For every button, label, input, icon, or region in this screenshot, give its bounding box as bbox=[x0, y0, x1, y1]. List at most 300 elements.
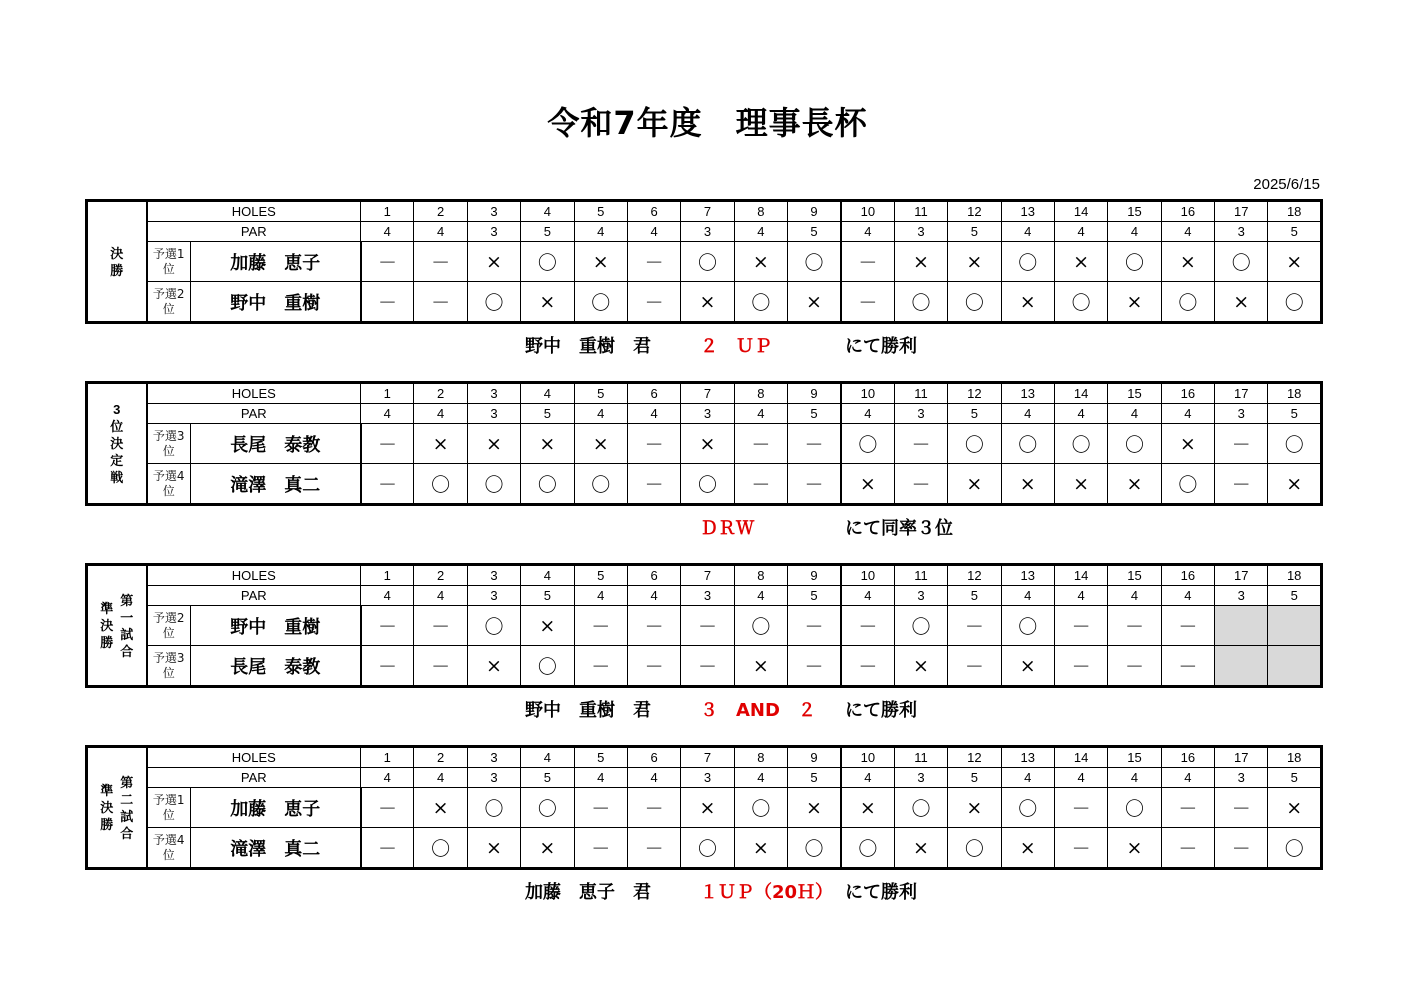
hole-number: 11 bbox=[894, 201, 947, 222]
hole-result: 〇 bbox=[788, 242, 841, 282]
par-row bbox=[87, 586, 1322, 606]
par-value: 4 bbox=[734, 586, 787, 606]
hole-number: 7 bbox=[681, 747, 734, 768]
par-value: 4 bbox=[1161, 222, 1214, 242]
round-label bbox=[87, 565, 147, 687]
scorecard-table bbox=[85, 745, 1323, 870]
par-value: 5 bbox=[948, 586, 1001, 606]
hole-number: 16 bbox=[1161, 747, 1214, 768]
par-value: 5 bbox=[1268, 404, 1322, 424]
round-label-line: 準決勝 bbox=[100, 601, 114, 650]
holes-row bbox=[87, 747, 1322, 768]
hole-number: 7 bbox=[681, 383, 734, 404]
hole-result: － bbox=[414, 606, 467, 646]
player-row bbox=[87, 464, 1322, 505]
par-value: 5 bbox=[1268, 222, 1322, 242]
hole-number: 12 bbox=[948, 383, 1001, 404]
hole-result: － bbox=[1108, 646, 1161, 687]
hole-number: 18 bbox=[1268, 201, 1322, 222]
par-value: 4 bbox=[1108, 222, 1161, 242]
hole-number: 9 bbox=[788, 201, 841, 222]
par-value: 3 bbox=[894, 404, 947, 424]
hole-result: × bbox=[521, 828, 574, 869]
hole-result: － bbox=[361, 828, 414, 869]
par-value: 4 bbox=[1108, 586, 1161, 606]
par-value: 5 bbox=[521, 222, 574, 242]
hole-number: 6 bbox=[627, 383, 680, 404]
hole-number: 5 bbox=[574, 565, 627, 586]
hole-result: 〇 bbox=[467, 788, 520, 828]
hole-number: 2 bbox=[414, 383, 467, 404]
hole-result: 〇 bbox=[1108, 788, 1161, 828]
hole-result: 〇 bbox=[788, 828, 841, 869]
round-label-line: 第二試合 bbox=[120, 774, 134, 841]
hole-result: － bbox=[627, 606, 680, 646]
par-value: 5 bbox=[948, 768, 1001, 788]
match-outcome: にて勝利 bbox=[845, 700, 917, 721]
par-value: 4 bbox=[574, 768, 627, 788]
hole-result: － bbox=[948, 606, 1001, 646]
hole-number: 12 bbox=[948, 201, 1001, 222]
hole-result: － bbox=[1215, 788, 1268, 828]
par-value: 4 bbox=[841, 768, 894, 788]
hole-result: 〇 bbox=[1001, 242, 1054, 282]
hole-number: 13 bbox=[1001, 565, 1054, 586]
par-value: 3 bbox=[681, 404, 734, 424]
round-label bbox=[87, 201, 147, 323]
par-value: 4 bbox=[414, 768, 467, 788]
hole-number: 1 bbox=[361, 201, 414, 222]
par-value: 3 bbox=[1215, 404, 1268, 424]
hole-result: － bbox=[841, 282, 894, 323]
hole-number: 8 bbox=[734, 565, 787, 586]
seed-label: 予選1位 bbox=[147, 788, 191, 828]
player-row bbox=[87, 828, 1322, 869]
hole-number: 17 bbox=[1215, 201, 1268, 222]
hole-result: × bbox=[734, 646, 787, 687]
par-value: 4 bbox=[1001, 586, 1054, 606]
hole-result: × bbox=[414, 788, 467, 828]
hole-result: 〇 bbox=[1108, 242, 1161, 282]
seed-label: 予選2位 bbox=[147, 282, 191, 323]
holes-row bbox=[87, 383, 1322, 404]
match-score: １ＵＰ（20Ｈ） bbox=[700, 882, 834, 903]
hole-result: － bbox=[788, 424, 841, 464]
hole-result: × bbox=[1054, 242, 1107, 282]
hole-result: － bbox=[627, 242, 680, 282]
hole-result: 〇 bbox=[1001, 606, 1054, 646]
par-value: 3 bbox=[894, 586, 947, 606]
hole-result: － bbox=[627, 788, 680, 828]
hole-result: 〇 bbox=[1161, 464, 1214, 505]
hole-result: × bbox=[1001, 646, 1054, 687]
par-value: 5 bbox=[1268, 586, 1322, 606]
hole-result: × bbox=[788, 282, 841, 323]
hole-number: 14 bbox=[1054, 565, 1107, 586]
hole-number: 2 bbox=[414, 201, 467, 222]
hole-result: 〇 bbox=[1215, 242, 1268, 282]
player-name: 加藤 恵子 bbox=[191, 788, 361, 828]
hole-result: － bbox=[681, 646, 734, 687]
hole-result: × bbox=[681, 424, 734, 464]
hole-result: × bbox=[894, 646, 947, 687]
hole-result: 〇 bbox=[1108, 424, 1161, 464]
hole-result: － bbox=[574, 646, 627, 687]
par-value: 4 bbox=[627, 768, 680, 788]
hole-result bbox=[1215, 606, 1268, 646]
par-value: 5 bbox=[788, 222, 841, 242]
player-name: 滝澤 真二 bbox=[191, 464, 361, 505]
hole-result: 〇 bbox=[521, 646, 574, 687]
hole-number: 8 bbox=[734, 747, 787, 768]
par-value: 4 bbox=[627, 404, 680, 424]
hole-result: × bbox=[1268, 242, 1322, 282]
hole-result: － bbox=[841, 606, 894, 646]
match-result bbox=[85, 692, 1323, 722]
hole-result: × bbox=[948, 242, 1001, 282]
hole-result: 〇 bbox=[1001, 788, 1054, 828]
hole-result: × bbox=[894, 828, 947, 869]
hole-number: 10 bbox=[841, 565, 894, 586]
match-outcome: にて同率３位 bbox=[845, 518, 953, 539]
hole-result: 〇 bbox=[1268, 282, 1322, 323]
hole-result: 〇 bbox=[1161, 282, 1214, 323]
winner-name: 野中 重樹 君 bbox=[525, 336, 651, 357]
hole-result: × bbox=[948, 788, 1001, 828]
par-value: 5 bbox=[948, 222, 1001, 242]
par-value: 4 bbox=[1001, 404, 1054, 424]
hole-result: － bbox=[574, 828, 627, 869]
hole-result: － bbox=[574, 788, 627, 828]
hole-number: 3 bbox=[467, 383, 520, 404]
hole-number: 5 bbox=[574, 747, 627, 768]
round-label-text bbox=[99, 774, 135, 842]
hole-result: 〇 bbox=[1054, 424, 1107, 464]
hole-result: × bbox=[948, 464, 1001, 505]
hole-result: 〇 bbox=[734, 606, 787, 646]
hole-result: × bbox=[1268, 464, 1322, 505]
hole-result: － bbox=[574, 606, 627, 646]
player-row bbox=[87, 242, 1322, 282]
hole-result: 〇 bbox=[467, 606, 520, 646]
hole-result: 〇 bbox=[1001, 424, 1054, 464]
match-score: ３ AND ２ bbox=[700, 700, 816, 721]
hole-result: 〇 bbox=[414, 464, 467, 505]
par-value: 4 bbox=[1161, 768, 1214, 788]
player-name: 長尾 泰教 bbox=[191, 424, 361, 464]
match-result bbox=[85, 874, 1323, 904]
hole-number: 5 bbox=[574, 383, 627, 404]
hole-result: × bbox=[788, 788, 841, 828]
hole-result: － bbox=[361, 606, 414, 646]
hole-result: 〇 bbox=[574, 282, 627, 323]
hole-number: 1 bbox=[361, 383, 414, 404]
holes-label: HOLES bbox=[147, 747, 361, 768]
hole-result: － bbox=[948, 646, 1001, 687]
match-block bbox=[85, 381, 1323, 540]
par-value: 4 bbox=[574, 404, 627, 424]
hole-result: － bbox=[627, 828, 680, 869]
hole-number: 5 bbox=[574, 201, 627, 222]
hole-result: × bbox=[841, 788, 894, 828]
player-name: 野中 重樹 bbox=[191, 606, 361, 646]
par-value: 4 bbox=[1001, 768, 1054, 788]
hole-number: 4 bbox=[521, 565, 574, 586]
hole-result: － bbox=[627, 424, 680, 464]
hole-result: × bbox=[1108, 828, 1161, 869]
round-label-line: 3位決定戦 bbox=[110, 402, 124, 485]
hole-result bbox=[1268, 606, 1322, 646]
hole-result: － bbox=[1161, 788, 1214, 828]
hole-number: 11 bbox=[894, 565, 947, 586]
hole-result: × bbox=[467, 424, 520, 464]
hole-number: 4 bbox=[521, 747, 574, 768]
hole-number: 7 bbox=[681, 565, 734, 586]
hole-number: 10 bbox=[841, 747, 894, 768]
hole-result: × bbox=[467, 242, 520, 282]
hole-result: × bbox=[574, 242, 627, 282]
par-value: 3 bbox=[467, 404, 520, 424]
holes-label: HOLES bbox=[147, 383, 361, 404]
par-value: 3 bbox=[467, 768, 520, 788]
par-value: 3 bbox=[681, 222, 734, 242]
par-value: 4 bbox=[841, 404, 894, 424]
hole-result: × bbox=[521, 606, 574, 646]
hole-result: 〇 bbox=[467, 282, 520, 323]
hole-number: 9 bbox=[788, 747, 841, 768]
hole-result: － bbox=[734, 464, 787, 505]
par-value: 3 bbox=[894, 222, 947, 242]
hole-number: 4 bbox=[521, 201, 574, 222]
hole-number: 15 bbox=[1108, 565, 1161, 586]
hole-result: － bbox=[414, 282, 467, 323]
seed-label: 予選1位 bbox=[147, 242, 191, 282]
hole-result: － bbox=[1215, 828, 1268, 869]
holes-label: HOLES bbox=[147, 565, 361, 586]
hole-result: × bbox=[1268, 788, 1322, 828]
par-value: 5 bbox=[788, 586, 841, 606]
hole-result: × bbox=[1215, 282, 1268, 323]
holes-row bbox=[87, 565, 1322, 586]
hole-result: － bbox=[1054, 828, 1107, 869]
par-row bbox=[87, 768, 1322, 788]
hole-number: 7 bbox=[681, 201, 734, 222]
hole-number: 18 bbox=[1268, 565, 1322, 586]
par-value: 4 bbox=[627, 586, 680, 606]
par-row bbox=[87, 404, 1322, 424]
match-score: ＤＲＷ bbox=[700, 518, 754, 539]
hole-number: 6 bbox=[627, 747, 680, 768]
hole-result: 〇 bbox=[574, 464, 627, 505]
hole-number: 9 bbox=[788, 565, 841, 586]
round-label-line: 第一試合 bbox=[120, 592, 134, 659]
par-value: 4 bbox=[841, 586, 894, 606]
hole-result: 〇 bbox=[948, 828, 1001, 869]
hole-result: － bbox=[361, 424, 414, 464]
hole-result: 〇 bbox=[467, 464, 520, 505]
par-value: 4 bbox=[1161, 404, 1214, 424]
hole-result: 〇 bbox=[1054, 282, 1107, 323]
hole-number: 17 bbox=[1215, 565, 1268, 586]
hole-result: － bbox=[788, 606, 841, 646]
par-value: 4 bbox=[414, 222, 467, 242]
hole-result: 〇 bbox=[414, 828, 467, 869]
hole-result: 〇 bbox=[894, 788, 947, 828]
hole-result: － bbox=[1108, 606, 1161, 646]
match-outcome: にて勝利 bbox=[845, 882, 917, 903]
hole-result: － bbox=[1161, 606, 1214, 646]
hole-result: － bbox=[681, 606, 734, 646]
hole-number: 9 bbox=[788, 383, 841, 404]
hole-result: 〇 bbox=[521, 242, 574, 282]
hole-result: × bbox=[414, 424, 467, 464]
par-value: 5 bbox=[521, 404, 574, 424]
hole-result: 〇 bbox=[894, 282, 947, 323]
hole-result: － bbox=[788, 464, 841, 505]
hole-result: × bbox=[1001, 282, 1054, 323]
par-value: 4 bbox=[361, 222, 414, 242]
seed-label: 予選4位 bbox=[147, 828, 191, 869]
hole-result: × bbox=[841, 464, 894, 505]
hole-number: 16 bbox=[1161, 383, 1214, 404]
hole-result: － bbox=[1054, 646, 1107, 687]
hole-number: 14 bbox=[1054, 201, 1107, 222]
hole-result: － bbox=[894, 464, 947, 505]
hole-result: × bbox=[1161, 242, 1214, 282]
par-value: 4 bbox=[734, 768, 787, 788]
par-value: 4 bbox=[361, 586, 414, 606]
hole-result: 〇 bbox=[681, 464, 734, 505]
hole-result: × bbox=[1161, 424, 1214, 464]
hole-number: 15 bbox=[1108, 383, 1161, 404]
par-value: 5 bbox=[788, 768, 841, 788]
hole-result: － bbox=[361, 464, 414, 505]
hole-result: × bbox=[1001, 464, 1054, 505]
hole-result: 〇 bbox=[948, 424, 1001, 464]
hole-number: 17 bbox=[1215, 383, 1268, 404]
hole-result: － bbox=[894, 424, 947, 464]
par-value: 4 bbox=[574, 586, 627, 606]
par-value: 4 bbox=[627, 222, 680, 242]
par-value: 4 bbox=[414, 586, 467, 606]
par-label: PAR bbox=[147, 404, 361, 424]
par-label: PAR bbox=[147, 586, 361, 606]
par-label: PAR bbox=[147, 768, 361, 788]
hole-number: 16 bbox=[1161, 565, 1214, 586]
par-value: 3 bbox=[681, 586, 734, 606]
hole-number: 18 bbox=[1268, 383, 1322, 404]
hole-number: 1 bbox=[361, 565, 414, 586]
par-value: 4 bbox=[361, 768, 414, 788]
hole-number: 3 bbox=[467, 201, 520, 222]
match-block bbox=[85, 745, 1323, 904]
hole-result: × bbox=[1108, 464, 1161, 505]
par-value: 5 bbox=[521, 768, 574, 788]
match-result bbox=[85, 510, 1323, 540]
par-value: 4 bbox=[574, 222, 627, 242]
seed-label: 予選3位 bbox=[147, 424, 191, 464]
hole-number: 2 bbox=[414, 747, 467, 768]
hole-result: － bbox=[414, 646, 467, 687]
par-value: 3 bbox=[1215, 586, 1268, 606]
hole-result: 〇 bbox=[521, 788, 574, 828]
hole-result: × bbox=[1054, 464, 1107, 505]
holes-label: HOLES bbox=[147, 201, 361, 222]
round-label bbox=[87, 383, 147, 505]
hole-result: 〇 bbox=[734, 788, 787, 828]
hole-result: × bbox=[521, 282, 574, 323]
hole-result: 〇 bbox=[681, 242, 734, 282]
player-name: 長尾 泰教 bbox=[191, 646, 361, 687]
round-label-text bbox=[109, 245, 125, 279]
par-value: 5 bbox=[948, 404, 1001, 424]
match-block bbox=[85, 563, 1323, 722]
hole-number: 11 bbox=[894, 383, 947, 404]
match-block bbox=[85, 199, 1323, 358]
hole-number: 3 bbox=[467, 747, 520, 768]
round-label-line: 決勝 bbox=[110, 245, 124, 278]
hole-result: × bbox=[521, 424, 574, 464]
hole-number: 13 bbox=[1001, 747, 1054, 768]
hole-number: 10 bbox=[841, 383, 894, 404]
hole-number: 1 bbox=[361, 747, 414, 768]
hole-result: × bbox=[734, 828, 787, 869]
hole-result: 〇 bbox=[681, 828, 734, 869]
hole-result bbox=[1268, 646, 1322, 687]
player-row bbox=[87, 646, 1322, 687]
hole-number: 12 bbox=[948, 565, 1001, 586]
hole-number: 13 bbox=[1001, 201, 1054, 222]
par-value: 3 bbox=[467, 222, 520, 242]
hole-number: 4 bbox=[521, 383, 574, 404]
par-value: 3 bbox=[894, 768, 947, 788]
par-value: 3 bbox=[1215, 768, 1268, 788]
scorecard-table bbox=[85, 381, 1323, 506]
hole-result: × bbox=[1001, 828, 1054, 869]
round-label-text bbox=[109, 401, 125, 486]
holes-row bbox=[87, 201, 1322, 222]
hole-result: － bbox=[1161, 646, 1214, 687]
par-value: 4 bbox=[734, 222, 787, 242]
scorecard-table bbox=[85, 563, 1323, 688]
player-row bbox=[87, 424, 1322, 464]
par-value: 4 bbox=[1001, 222, 1054, 242]
hole-result: － bbox=[734, 424, 787, 464]
hole-result: － bbox=[361, 788, 414, 828]
round-label-line: 準決勝 bbox=[100, 783, 114, 832]
hole-result: － bbox=[1054, 788, 1107, 828]
par-value: 4 bbox=[1161, 586, 1214, 606]
hole-number: 13 bbox=[1001, 383, 1054, 404]
hole-number: 6 bbox=[627, 201, 680, 222]
hole-result: － bbox=[627, 464, 680, 505]
par-value: 4 bbox=[1054, 586, 1107, 606]
hole-result: － bbox=[788, 646, 841, 687]
hole-result: 〇 bbox=[734, 282, 787, 323]
hole-number: 16 bbox=[1161, 201, 1214, 222]
par-label: PAR bbox=[147, 222, 361, 242]
hole-result: － bbox=[841, 242, 894, 282]
hole-number: 14 bbox=[1054, 747, 1107, 768]
par-value: 4 bbox=[414, 404, 467, 424]
hole-result: 〇 bbox=[948, 282, 1001, 323]
player-name: 加藤 恵子 bbox=[191, 242, 361, 282]
hole-result: 〇 bbox=[841, 828, 894, 869]
par-value: 3 bbox=[681, 768, 734, 788]
player-name: 滝澤 真二 bbox=[191, 828, 361, 869]
hole-result: × bbox=[574, 424, 627, 464]
par-value: 4 bbox=[361, 404, 414, 424]
